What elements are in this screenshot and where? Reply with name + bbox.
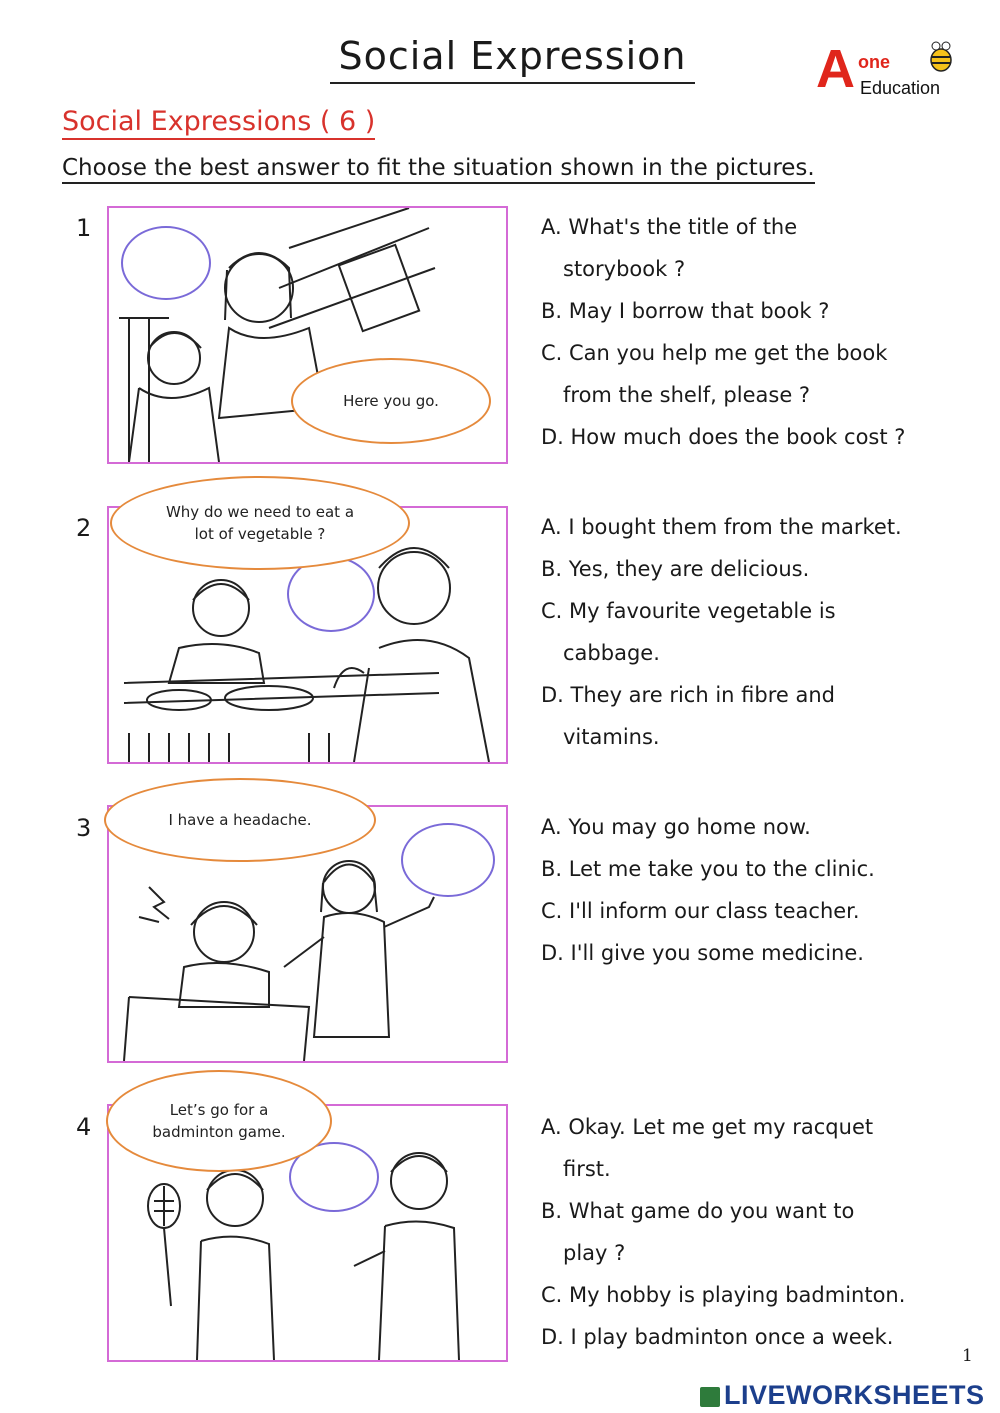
option-a[interactable]: A. What's the title of the storybook ? (541, 215, 798, 281)
option-b[interactable]: B. Let me take you to the clinic. (541, 857, 875, 881)
question-number: 1 (76, 214, 92, 242)
page-number: 1 (962, 1346, 973, 1366)
option-c[interactable]: C. My favourite vegetable is cabbage. (541, 599, 836, 665)
logo-one: one (858, 52, 891, 72)
logo-education: Education (860, 78, 941, 98)
option-b[interactable]: B. Yes, they are delicious. (541, 557, 810, 581)
option-b[interactable]: B. What game do you want to play ? (541, 1199, 855, 1265)
page-title: Social Expression (330, 34, 695, 84)
option-d[interactable]: D. I'll give you some medicine. (541, 941, 864, 965)
empty-speech-bubble (121, 226, 211, 300)
worksheet-subtitle: Social Expressions ( 6 ) (62, 106, 375, 140)
speech-bubble: Let’s go for a badminton game. (106, 1070, 332, 1172)
question-1-options (541, 206, 905, 458)
option-c[interactable]: C. Can you help me get the book from the shelf, please ? (541, 341, 888, 407)
option-d[interactable]: D. I play badminton once a week. (541, 1325, 894, 1349)
question-number: 3 (76, 814, 92, 842)
liveworksheets-logo-icon (700, 1387, 720, 1407)
question-number: 2 (76, 514, 92, 542)
option-a[interactable]: A. Okay. Let me get my racquet first. (541, 1115, 874, 1181)
speech-bubble: Why do we need to eat a lot of vegetable ? (110, 476, 410, 570)
instruction-text: Choose the best answer to fit the situation shown in the pictures. (62, 154, 815, 184)
question-1-picture (107, 206, 508, 464)
aone-education-logo (812, 38, 962, 108)
option-d[interactable]: D. How much does the book cost ? (541, 425, 906, 449)
option-b[interactable]: B. May I borrow that book ? (541, 299, 830, 323)
question-3-options (541, 806, 875, 974)
option-c[interactable]: C. My hobby is playing badminton. (541, 1283, 906, 1307)
question-4-options (541, 1106, 905, 1358)
option-a[interactable]: A. I bought them from the market. (541, 515, 902, 539)
speech-bubble: Here you go. (291, 358, 491, 444)
option-a[interactable]: A. You may go home now. (541, 815, 811, 839)
question-2-options (541, 506, 902, 758)
logo-letter: A (816, 39, 855, 99)
option-d[interactable]: D. They are rich in fibre and vitamins. (541, 683, 835, 749)
question-number: 4 (76, 1113, 92, 1141)
empty-speech-bubble (401, 823, 495, 897)
liveworksheets-brand[interactable]: LIVEWORKSHEETS (700, 1380, 985, 1411)
option-c[interactable]: C. I'll inform our class teacher. (541, 899, 860, 923)
bee-icon (926, 40, 956, 74)
speech-bubble: I have a headache. (104, 778, 376, 862)
